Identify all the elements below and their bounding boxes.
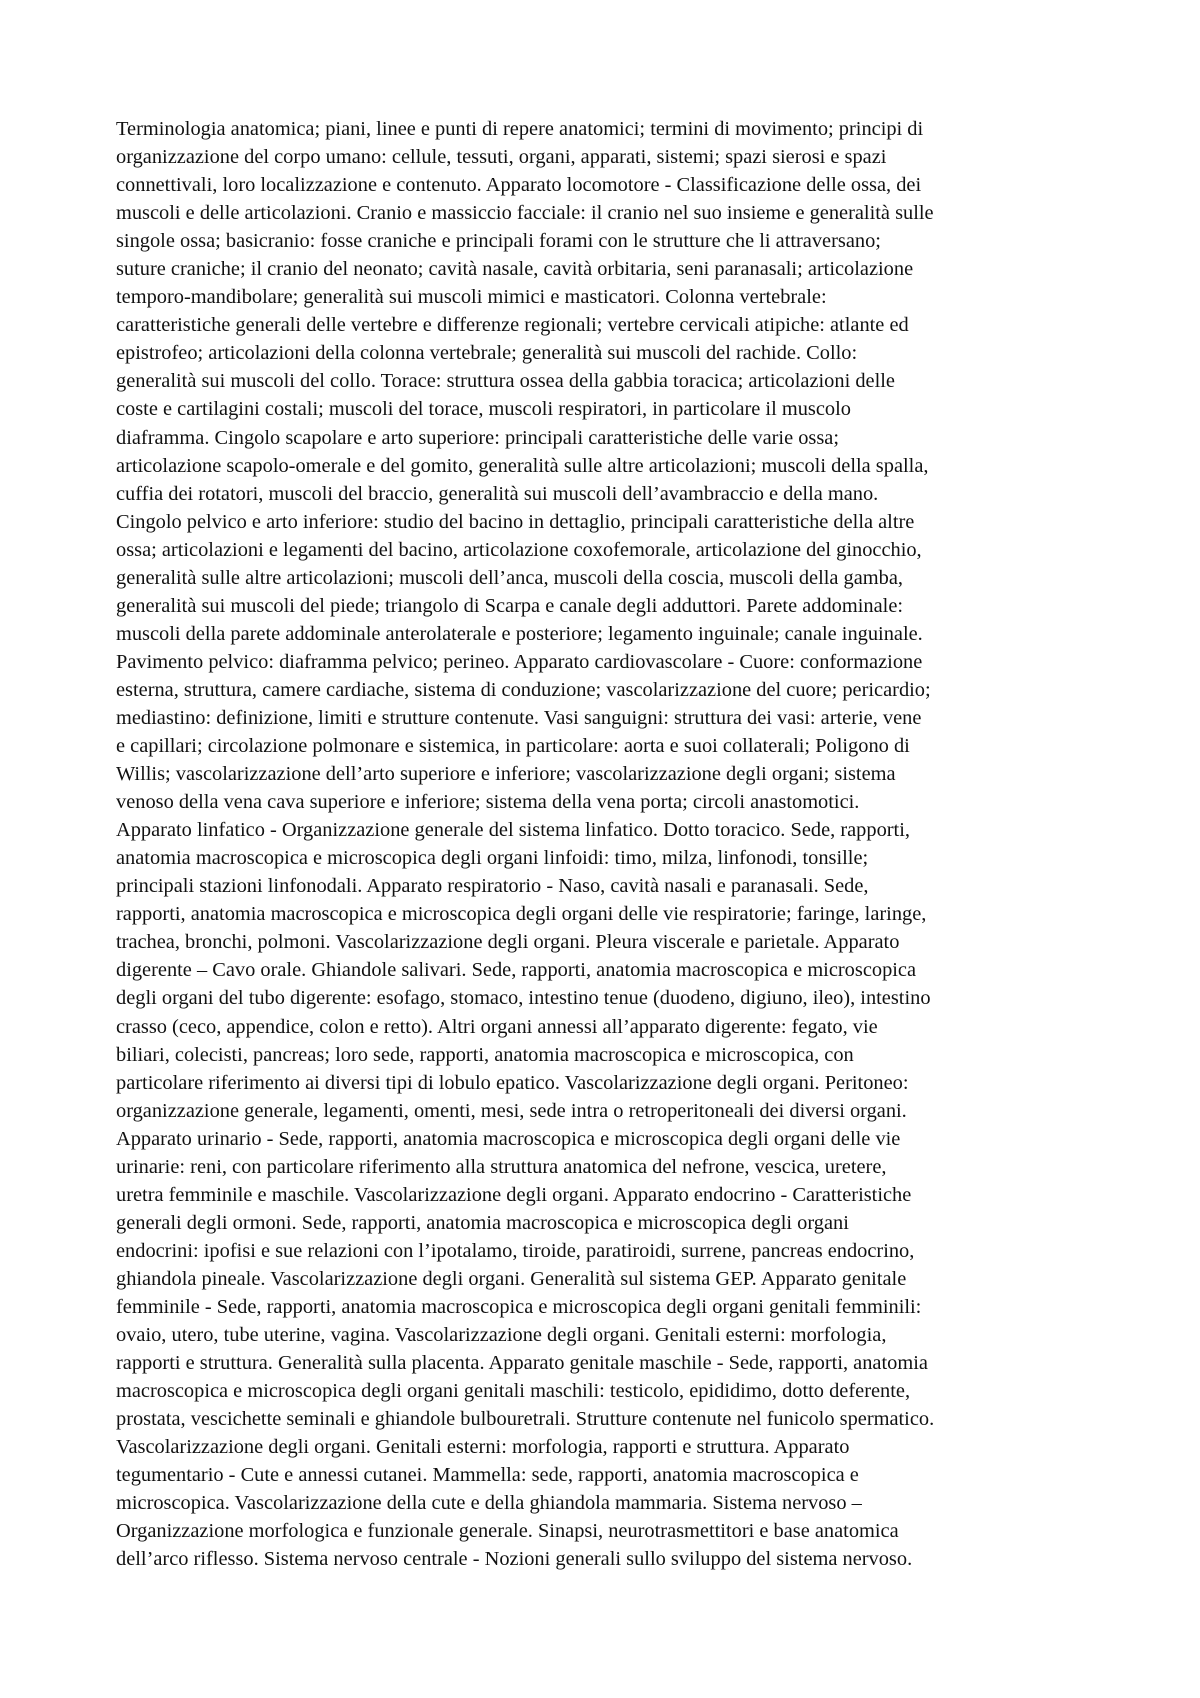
text-line: organizzazione generale, legamenti, omenti, mesi, sede intra o retroperitoneali dei diversi organi. [116,1099,907,1122]
text-line: epistrofeo; articolazioni della colonna vertebrale; generalità sui muscoli del rachide. Collo: [116,342,858,365]
text-line: ossa; articolazioni e legamenti del bacino, articolazione coxofemorale, articolazione del ginocchio, [116,538,922,561]
text-line: ovaio, utero, tube uterine, vagina. Vascolarizzazione degli organi. Genitali esterni: morfologia, [116,1324,887,1347]
text-line: generalità sulle altre articolazioni; muscoli dell’anca, muscoli della coscia, muscoli della gamba, [116,566,904,589]
text-line: Apparato linfatico - Organizzazione generale del sistema linfatico. Dotto toracico. Sede, rapporti, [116,819,910,842]
text-line: particolare riferimento ai diversi tipi di lobulo epatico. Vascolarizzazione degli organi. Peritoneo: [116,1071,909,1094]
text-line: uretra femminile e maschile. Vascolarizzazione degli organi. Apparato endocrino - Caratteristiche [116,1183,912,1206]
text-line: rapporti, anatomia macroscopica e microscopica degli organi delle vie respiratorie; faringe, laringe, [116,903,927,926]
text-line: muscoli della parete addominale anterolaterale e posteriore; legamento inguinale; canale inguinale. [116,622,923,645]
text-line: temporo-mandibolare; generalità sui muscoli mimici e masticatori. Colonna vertebrale: [116,286,827,309]
text-line: rapporti e struttura. Generalità sulla placenta. Apparato genitale maschile - Sede, rapporti, anatomia [116,1352,928,1375]
text-line: cuffia dei rotatori, muscoli del braccio, generalità sui muscoli dell’avambraccio e della mano. [116,482,879,505]
text-line: generali degli ormoni. Sede, rapporti, anatomia macroscopica e microscopica degli organi [116,1211,849,1234]
text-line: endocrini: ipofisi e sue relazioni con l’ipotalamo, tiroide, paratiroidi, surrene, pancreas endocrino, [116,1239,915,1262]
text-line: macroscopica e microscopica degli organi genitali maschili: testicolo, epididimo, dotto deferente, [116,1380,911,1403]
text-line: crasso (ceco, appendice, colon e retto). Altri organi annessi all’apparato digerente: fegato, vie [116,1015,878,1038]
text-line: microscopica. Vascolarizzazione della cute e della ghiandola mammaria. Sistema nervoso – [116,1492,862,1515]
text-line: digerente – Cavo orale. Ghiandole salivari. Sede, rapporti, anatomia macroscopica e microscopica [116,959,917,982]
text-line: suture craniche; il cranio del neonato; cavità nasale, cavità orbitaria, seni paranasali; articolazione [116,258,914,281]
body-paragraph [116,115,1116,1573]
text-line: Willis; vascolarizzazione dell’arto superiore e inferiore; vascolarizzazione degli organi; sistema [116,763,896,786]
text-line: generalità sui muscoli del piede; triangolo di Scarpa e canale degli adduttori. Parete addominale: [116,594,904,617]
text-line: esterna, struttura, camere cardiache, sistema di conduzione; vascolarizzazione del cuore; pericardio; [116,678,931,701]
text-line: articolazione scapolo-omerale e del gomito, generalità sulle altre articolazioni; muscoli della spalla, [116,454,929,477]
text-line: Pavimento pelvico: diaframma pelvico; perineo. Apparato cardiovascolare - Cuore: conformazione [116,650,923,673]
text-line: Apparato urinario - Sede, rapporti, anatomia macroscopica e microscopica degli organi delle vie [116,1127,901,1150]
text-line: muscoli e delle articolazioni. Cranio e massiccio facciale: il cranio nel suo insieme e generalità sulle [116,202,934,225]
text-line: Vascolarizzazione degli organi. Genitali esterni: morfologia, rapporti e struttura. Apparato [116,1436,850,1459]
text-line: Cingolo pelvico e arto inferiore: studio del bacino in dettaglio, principali caratteristiche della altre [116,510,915,533]
text-line: ghiandola pineale. Vascolarizzazione degli organi. Generalità sul sistema GEP. Apparato genitale [116,1267,907,1290]
text-line: connettivali, loro localizzazione e contenuto. Apparato locomotore - Classificazione delle ossa, dei [116,174,922,197]
text-line: degli organi del tubo digerente: esofago, stomaco, intestino tenue (duodeno, digiuno, ileo), intestino [116,987,931,1010]
text-line: prostata, vescichette seminali e ghiandole bulbouretrali. Strutture contenute nel funicolo spermatico. [116,1408,935,1431]
text-line: coste e cartilagini costali; muscoli del torace, muscoli respiratori, in particolare il muscolo [116,398,851,421]
text-line: e capillari; circolazione polmonare e sistemica, in particolare: aorta e suoi collaterali; Poligono di [116,735,910,758]
text-line: trachea, bronchi, polmoni. Vascolarizzazione degli organi. Pleura viscerale e parietale. Apparato [116,931,900,954]
text-line: urinarie: reni, con particolare riferimento alla struttura anatomica del nefrone, vescica, uretere, [116,1155,887,1178]
text-line: venoso della vena cava superiore e inferiore; sistema della vena porta; circoli anastomotici. [116,791,860,814]
text-line: organizzazione del corpo umano: cellule, tessuti, organi, apparati, sistemi; spazi sierosi e spazi [116,146,887,169]
text-line: dell’arco riflesso. Sistema nervoso centrale - Nozioni generali sullo sviluppo del sistema nervoso. [116,1548,913,1571]
text-line: singole ossa; basicranio: fosse craniche e principali forami con le strutture che li attraversano; [116,230,881,253]
text-line: anatomia macroscopica e microscopica degli organi linfoidi: timo, milza, linfonodi, tonsille; [116,847,869,870]
text-line: Terminologia anatomica; piani, linee e punti di repere anatomici; termini di movimento; principi di [116,118,924,140]
text-line: tegumentario - Cute e annessi cutanei. Mammella: sede, rapporti, anatomia macroscopica e [116,1464,859,1487]
text-line: caratteristiche generali delle vertebre e differenze regionali; vertebre cervicali atipiche: atlante ed [116,314,909,337]
text-line: principali stazioni linfonodali. Apparato respiratorio - Naso, cavità nasali e paranasali. Sede, [116,875,869,898]
text-line: femminile - Sede, rapporti, anatomia macroscopica e microscopica degli organi genitali femminili: [116,1295,922,1318]
text-line: mediastino: definizione, limiti e strutture contenute. Vasi sanguigni: struttura dei vasi: arterie, vene [116,706,922,729]
text-line: biliari, colecisti, pancreas; loro sede, rapporti, anatomia macroscopica e microscopica, con [116,1043,854,1066]
text-line: Organizzazione morfologica e funzionale generale. Sinapsi, neurotrasmettitori e base anatomica [116,1520,899,1543]
text-line: diaframma. Cingolo scapolare e arto superiore: principali caratteristiche delle varie ossa; [116,426,840,449]
text-line: generalità sui muscoli del collo. Torace: struttura ossea della gabbia toracica; articolazioni delle [116,370,895,393]
